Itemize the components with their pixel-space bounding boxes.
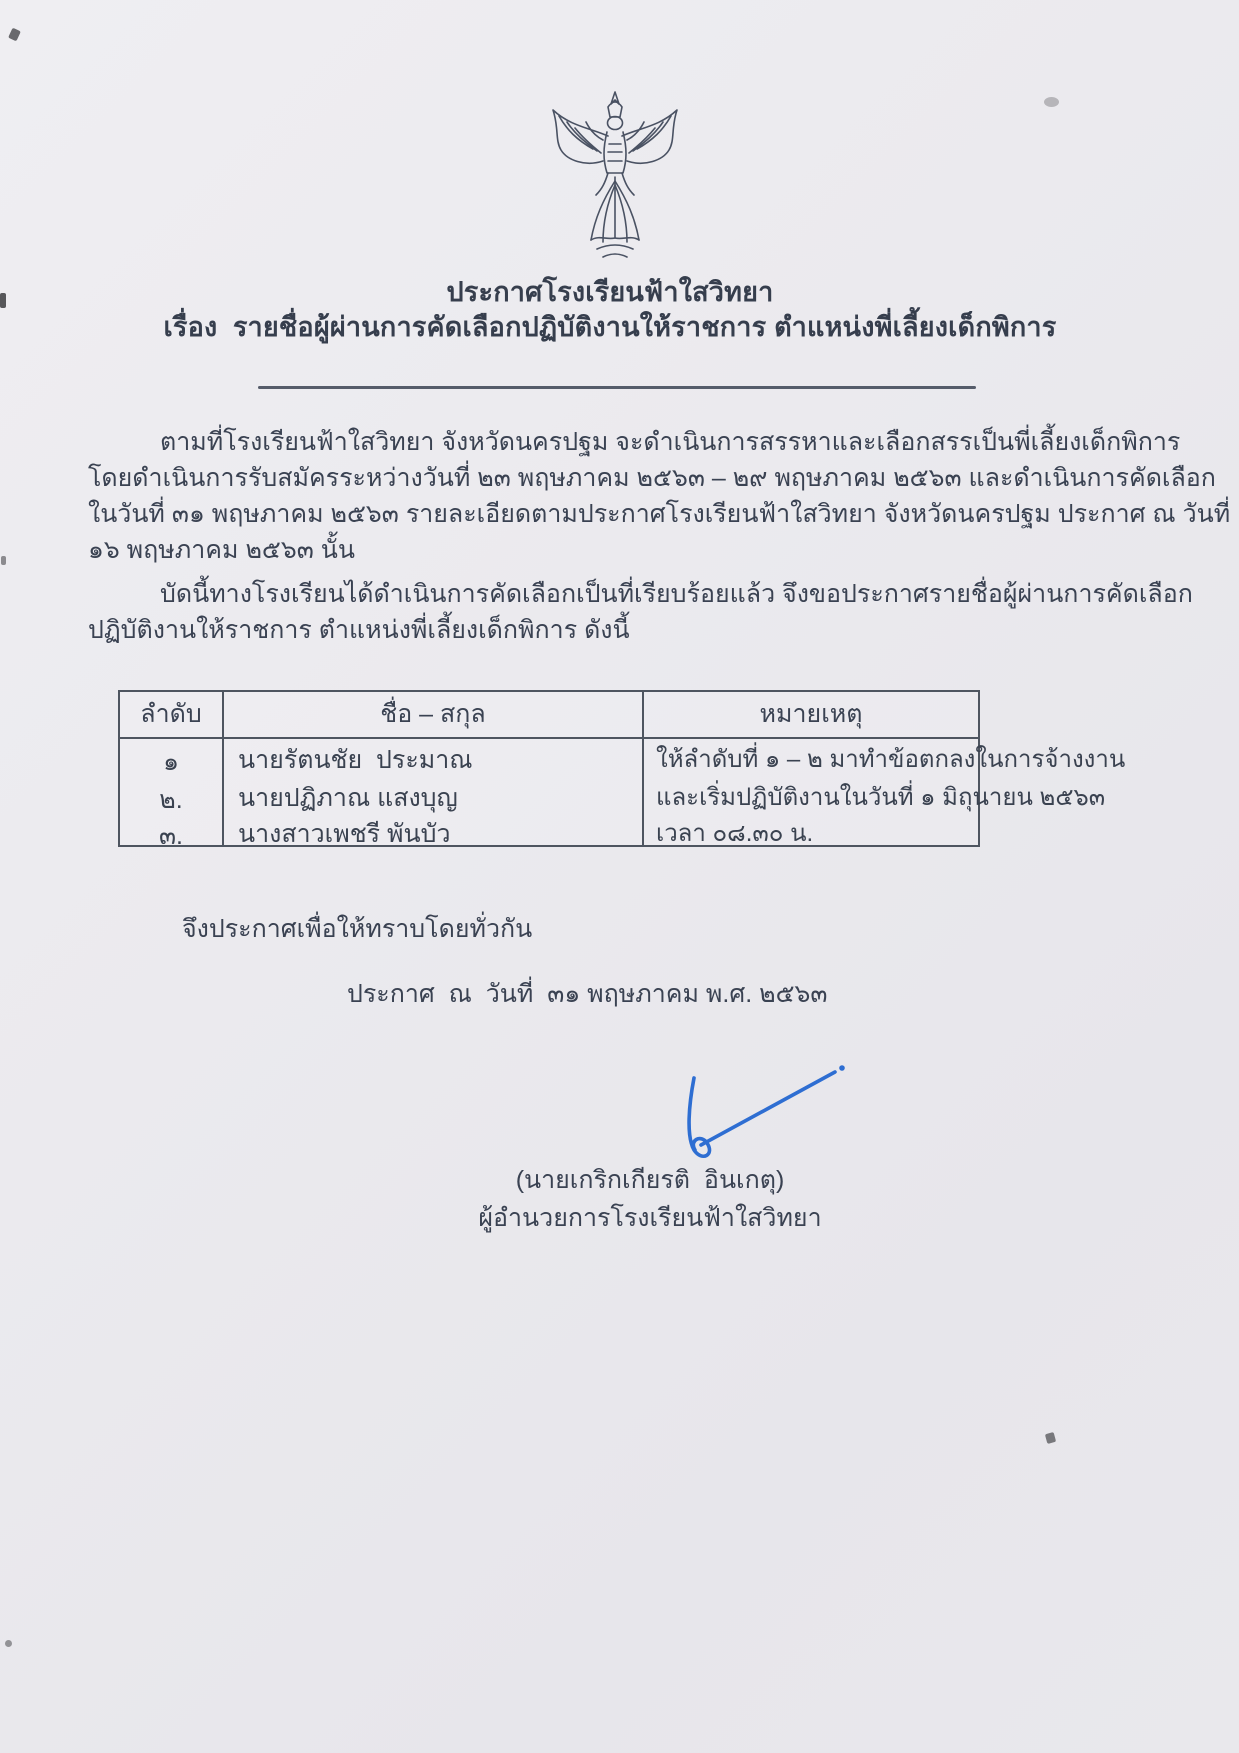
signer-name: (นายเกริกเกียรติ อินเกตุ) <box>515 1166 785 1194</box>
paragraph-2-line: บัดนี้ทางโรงเรียนได้ดำเนินการคัดเลือกเป็นที่เรียบร้อยแล้ว จึงขอประกาศรายชื่อผู้ผ่านการคัดเลือก <box>160 580 1193 608</box>
table-row-no: ๒. <box>159 786 183 814</box>
paragraph-1-line: โดยดำเนินการรับสมัครระหว่างวันที่ ๒๓ พฤษภาคม ๒๕๖๓ – ๒๙ พฤษภาคม ๒๕๖๓ และดำเนินการคัดเลือก <box>88 464 1216 492</box>
paragraph-1-line: ตามที่โรงเรียนฟ้าใสวิทยา จังหวัดนครปฐม จะดำเนินการสรรหาและเลือกสรรเป็นพี่เลี้ยงเด็กพิการ <box>160 428 1181 456</box>
signer-title: ผู้อำนวยการโรงเรียนฟ้าใสวิทยา <box>478 1204 822 1232</box>
table-header-order: ลำดับ <box>140 699 202 728</box>
scan-artifact <box>1044 97 1059 107</box>
title-divider-rule <box>258 386 976 389</box>
scan-artifact <box>1045 1432 1056 1444</box>
announcement-title: ประกาศโรงเรียนฟ้าใสวิทยา <box>446 277 774 307</box>
table-row-name: นายปฏิภาณ แสงบุญ <box>238 784 458 812</box>
paragraph-1 <box>88 426 1231 570</box>
table-row-no: ๑ <box>163 748 179 776</box>
selection-results-table <box>118 690 1126 850</box>
table-header-remark: หมายเหตุ <box>759 699 863 728</box>
table-remark-line: และเริ่มปฏิบัติงานในวันที่ ๑ มิถุนายน ๒๕๖๓ <box>656 784 1106 811</box>
scan-artifact <box>8 28 21 42</box>
table-remark-line: ให้ลำดับที่ ๑ – ๒ มาทำข้อตกลงในการจ้างงาน <box>656 746 1126 773</box>
table-header-line <box>120 737 978 739</box>
paragraph-2-line: ปฏิบัติงานให้ราชการ ตำแหน่งพี่เลี้ยงเด็กพิการ ดังนี้ <box>88 616 630 644</box>
scan-artifact <box>1 556 6 565</box>
paragraph-2 <box>88 578 1193 650</box>
announcement-subject: เรื่อง รายชื่อผู้ผ่านการคัดเลือกปฏิบัติงานให้ราชการ ตำแหน่งพี่เลี้ยงเด็กพิการ <box>163 312 1057 342</box>
table-row-name: นายรัตนชัย ประมาณ <box>238 746 473 774</box>
table-row-name: นางสาวเพชรี พันบัว <box>238 820 451 848</box>
paragraph-1-line: ในวันที่ ๓๑ พฤษภาคม ๒๕๖๓ รายละเอียดตามประกาศโรงเรียนฟ้าใสวิทยา จังหวัดนครปฐม ประกาศ ณ วันที่ <box>88 500 1231 528</box>
table-row-no: ๓. <box>158 822 184 850</box>
table-remark-line: เวลา ๐๘.๓๐ น. <box>656 820 814 847</box>
scan-artifact <box>0 293 6 308</box>
signature-scribble <box>648 1058 853 1170</box>
closing-line: จึงประกาศเพื่อให้ทราบโดยทั่วกัน <box>182 915 533 943</box>
table-header-name: ชื่อ – สกุล <box>380 699 486 728</box>
garuda-emblem-icon <box>545 88 685 263</box>
scan-artifact <box>5 1640 12 1647</box>
paragraph-1-line: ๑๖ พฤษภาคม ๒๕๖๓ นั้น <box>88 536 355 564</box>
announcement-date-line: ประกาศ ณ วันที่ ๓๑ พฤษภาคม พ.ศ. ๒๕๖๓ <box>347 980 828 1008</box>
